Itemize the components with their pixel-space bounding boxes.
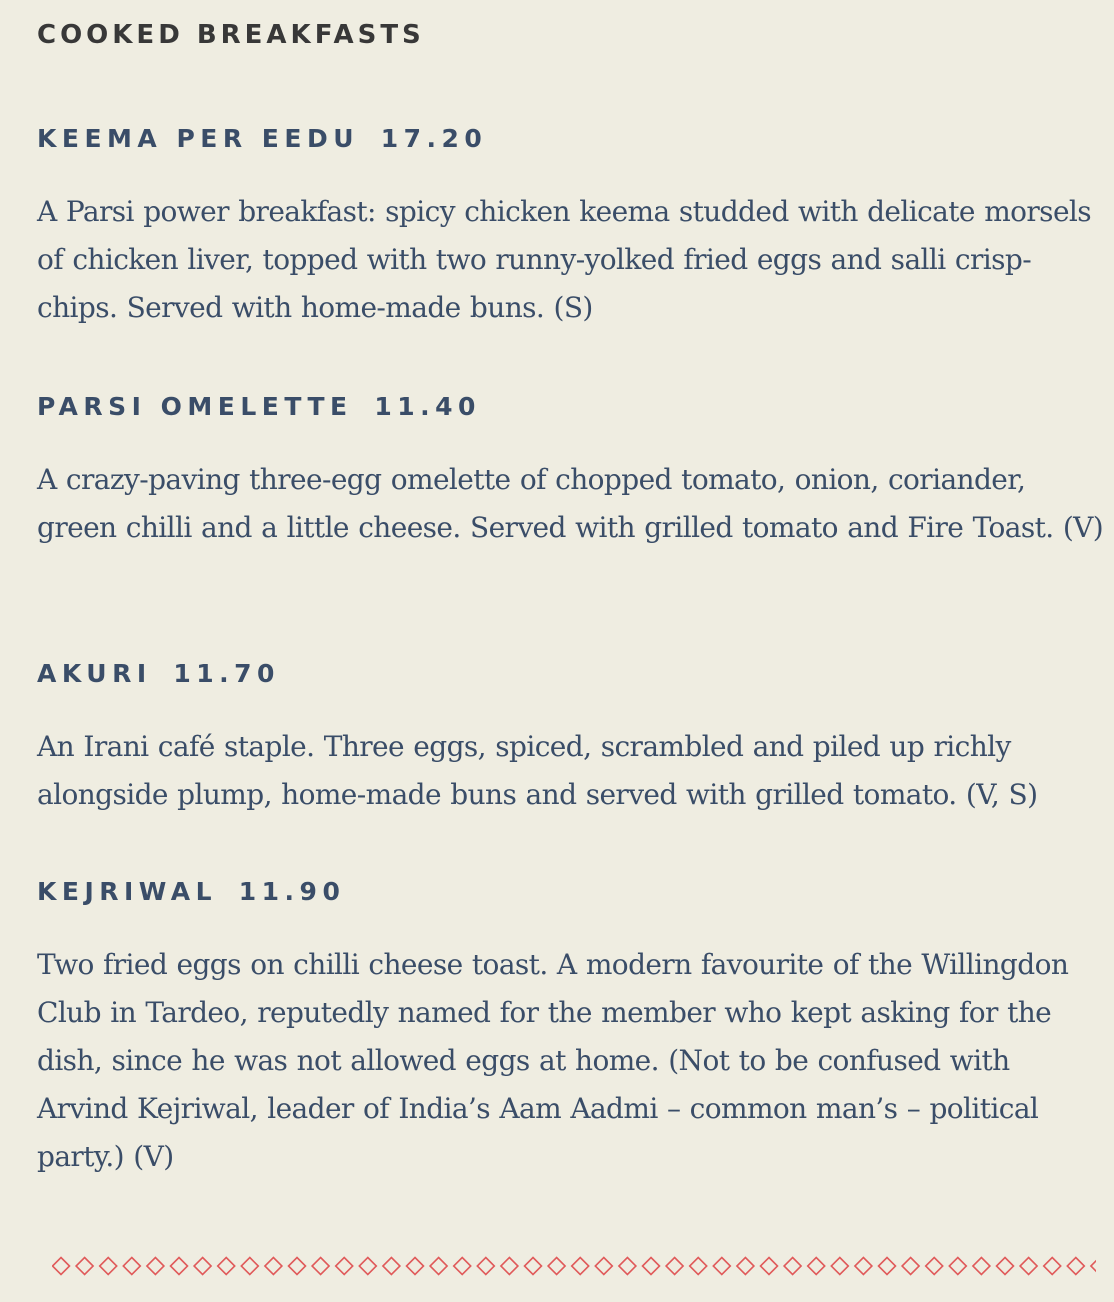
- diamond-ornament: [572, 1258, 589, 1275]
- diamond-ornament: [171, 1258, 188, 1275]
- diamond-ornament: [407, 1258, 424, 1275]
- diamond-ornament: [430, 1258, 447, 1275]
- diamond-ornament: [359, 1258, 376, 1275]
- diamond-ornament: [548, 1258, 565, 1275]
- diamond-ornament: [194, 1258, 211, 1275]
- menu-item-price: 11.90: [238, 877, 346, 906]
- menu-item-kejriwal: [37, 877, 1107, 1181]
- diamond-ornament: [784, 1258, 801, 1275]
- diamond-ornament: [690, 1258, 707, 1275]
- menu-item-name: PARSI OMELETTE: [37, 392, 353, 421]
- diamond-ornament: [902, 1258, 919, 1275]
- diamond-ornament: [218, 1258, 235, 1275]
- menu-item-heading: [37, 392, 1107, 422]
- diamond-ornament: [1067, 1258, 1084, 1275]
- menu-item-parsi-omelette: [37, 392, 1107, 552]
- diamond-ornament: [1044, 1258, 1061, 1275]
- menu-item-price: 11.70: [173, 659, 280, 688]
- diamond-ornament: [241, 1258, 258, 1275]
- menu-item-description: An Irani café staple. Three eggs, spiced, scrambled and piled up richly alongside plump, home-made buns and served with grilled tomato. (V, S): [37, 730, 1038, 811]
- diamond-ornament: [123, 1258, 140, 1275]
- menu-item-description: Two fried eggs on chilli cheese toast. A modern favourite of the Willingdon Club in Tardeo, reputedly named for the member who kept asking for the dish, since he was not allowed eggs at home. (Not to be confused with Arvind Kejriwal, leader of India’s Aam Aadmi – common man’s – political party.) (V): [37, 948, 1069, 1173]
- diamond-ornament: [949, 1258, 966, 1275]
- diamond-border-divider: [52, 1254, 1096, 1278]
- menu-item-name: AKURI: [37, 659, 152, 688]
- diamond-ornament: [289, 1258, 306, 1275]
- diamond-pattern: [52, 1254, 1096, 1278]
- diamond-ornament: [855, 1258, 872, 1275]
- diamond-ornament: [1020, 1258, 1037, 1275]
- diamond-ornament: [53, 1258, 70, 1275]
- diamond-ornament: [761, 1258, 778, 1275]
- diamond-ornament: [383, 1258, 400, 1275]
- diamond-ornament: [737, 1258, 754, 1275]
- diamond-ornament: [312, 1258, 329, 1275]
- diamond-ornament: [973, 1258, 990, 1275]
- diamond-ornament: [831, 1258, 848, 1275]
- diamond-ornament: [501, 1258, 518, 1275]
- menu-item-name: KEEMA PER EEDU: [37, 124, 360, 153]
- menu-item-keema-per-eedu: [37, 124, 1107, 332]
- menu-item-price: 17.20: [380, 124, 488, 153]
- diamond-ornament: [643, 1258, 660, 1275]
- diamond-ornament: [454, 1258, 471, 1275]
- menu-item-description: A Parsi power breakfast: spicy chicken keema studded with delicate morsels of chicken liver, topped with two runny-yolked fried eggs and salli crisp-chips. Served with home-made buns. (S): [37, 195, 1092, 324]
- diamond-ornament: [336, 1258, 353, 1275]
- menu-item-akuri: [37, 659, 1107, 819]
- diamond-ornament: [619, 1258, 636, 1275]
- diamond-ornament: [666, 1258, 683, 1275]
- diamond-ornament: [100, 1258, 117, 1275]
- diamond-ornament: [713, 1258, 730, 1275]
- diamond-ornament: [477, 1258, 494, 1275]
- diamond-ornament: [76, 1258, 93, 1275]
- menu-item-heading: [37, 124, 1107, 154]
- menu-item-name: KEJRIWAL: [37, 877, 218, 906]
- menu-item-heading: [37, 659, 1107, 689]
- diamond-ornament: [879, 1258, 896, 1275]
- menu-item-heading: [37, 877, 1107, 907]
- diamond-ornament: [265, 1258, 282, 1275]
- diamond-ornament: [147, 1258, 164, 1275]
- menu-item-price: 11.40: [374, 392, 481, 421]
- diamond-ornament: [1091, 1258, 1096, 1275]
- diamond-ornament: [926, 1258, 943, 1275]
- diamond-ornament: [525, 1258, 542, 1275]
- diamond-ornament: [595, 1258, 612, 1275]
- menu-item-description: A crazy-paving three-egg omelette of chopped tomato, onion, coriander, green chilli and a little cheese. Served with grilled tomato and Fire Toast. (V): [37, 463, 1104, 544]
- diamond-ornament: [997, 1258, 1014, 1275]
- diamond-ornament: [808, 1258, 825, 1275]
- section-title: COOKED BREAKFASTS: [37, 20, 425, 50]
